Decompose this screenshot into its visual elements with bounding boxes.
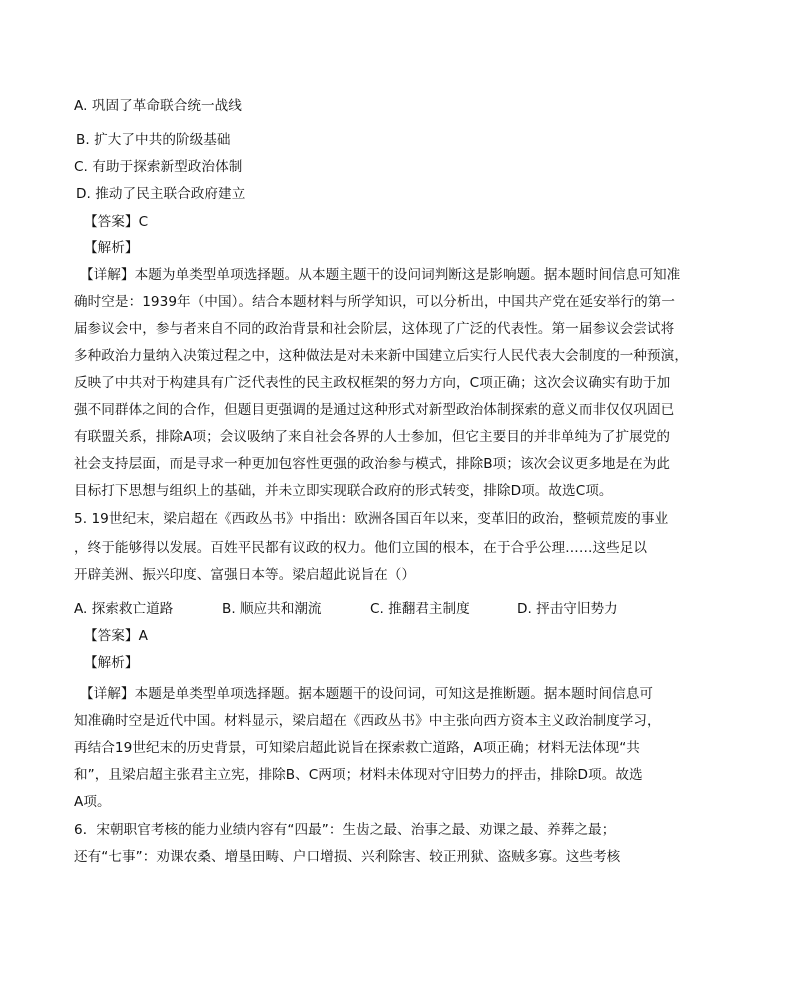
q4-explanation-line: 多种政治力量纳入决策过程之中，这种做法是对未来新中国建立后实行人民代表大会制度的一种预演， [74,348,688,364]
q4-explanation-line: 社会支持层面，而是寻求一种更加包容性更强的政治参与模式，排除B项；该次会议更多地是在为此 [74,456,671,472]
q5-option-a: A. 探索救亡道路 [74,601,174,617]
q5-stem-line: 5. 19世纪末，梁启超在《西政丛书》中指出：欧洲各国百年以来，变革旧的政治，整顿荒废的事业 [74,511,669,527]
q4-option-b: B. 扩大了中共的阶级基础 [76,132,231,148]
q6-stem-line: 6．宋朝职官考核的能力业绩内容有“四最”：生齿之最、治事之最、劝课之最、养葬之最； [74,822,616,838]
q4-explanation-line: 强不同群体之间的合作，但题目更强调的是通过这种形式对新型政治体制探索的意义而非仅仅巩固已 [74,402,675,418]
q5-analysis-title: 【解析】 [84,655,139,671]
q4-option-a: A. 巩固了革命联合统一战线 [74,98,242,114]
q5-option-c: C. 推翻君主制度 [370,601,470,617]
q4-analysis-title: 【解析】 [84,240,139,256]
q5-option-d: D. 抨击守旧势力 [517,601,618,617]
q4-explanation-line: 届参议会中，参与者来自不同的政治背景和社会阶层，这体现了广泛的代表性。第一届参议会尝试将 [74,321,675,337]
q6-stem-line: 还有“七事”：劝课农桑、增垦田畴、户口增损、兴利除害、较正刑狱、盗贼多寡。这些考核 [74,849,621,865]
q4-explanation-line: 【详解】本题为单类型单项选择题。从本题主题干的设问词判断这是影响题。据本题时间信息可知准 [80,267,681,283]
q5-options-row [74,600,754,618]
q4-option-d: D. 推动了民主联合政府建立 [76,186,246,202]
q5-explanation-line: A项。 [74,794,111,810]
q5-explanation-line: 【详解】本题是单类型单项选择题。据本题题干的设问词，可知这是推断题。据本题时间信息可 [80,686,654,702]
q4-explanation-line: 确时空是：1939年（中国）。结合本题材料与所学知识，可以分析出，中国共产党在延安举行的第一 [74,294,676,310]
q5-explanation-line: 知准确时空是近代中国。材料显示，梁启超在《西政丛书》中主张向西方资本主义政治制度学习， [74,713,661,729]
q4-answer: 【答案】C [84,214,149,230]
q5-stem-line: 开辟美洲、振兴印度、富强日本等。梁启超此说旨在（） [74,567,416,583]
q4-explanation-line: 反映了中共对于构建具有广泛代表性的民主政权框架的努力方向，C项正确；这次会议确实有助于加 [74,375,671,391]
q5-explanation-line: 再结合19世纪末的历史背景，可知梁启超此说旨在探索救亡道路，A项正确；材料无法体现“共 [74,740,640,756]
q4-explanation-line: 有联盟关系，排除A项；会议吸纳了来自社会各界的人士参加，但它主要目的并非单纯为了扩展党的 [74,429,671,445]
q5-option-b: B. 顺应共和潮流 [222,601,322,617]
q5-answer: 【答案】A [84,628,148,644]
q5-explanation-line: 和”，且梁启超主张君主立宪，排除B、C两项；材料未体现对守旧势力的抨击，排除D项。故选 [74,767,643,783]
q4-option-c: C. 有助于探索新型政治体制 [74,159,243,175]
q5-stem-line: ，终于能够得以发展。百姓平民都有议政的权力。他们立国的根本，在于合乎公理……这些足以 [74,540,648,556]
q4-explanation-line: 目标打下思想与组织上的基础，并未立即实现联合政府的形式转变，排除D项。故选C项。 [74,483,613,499]
